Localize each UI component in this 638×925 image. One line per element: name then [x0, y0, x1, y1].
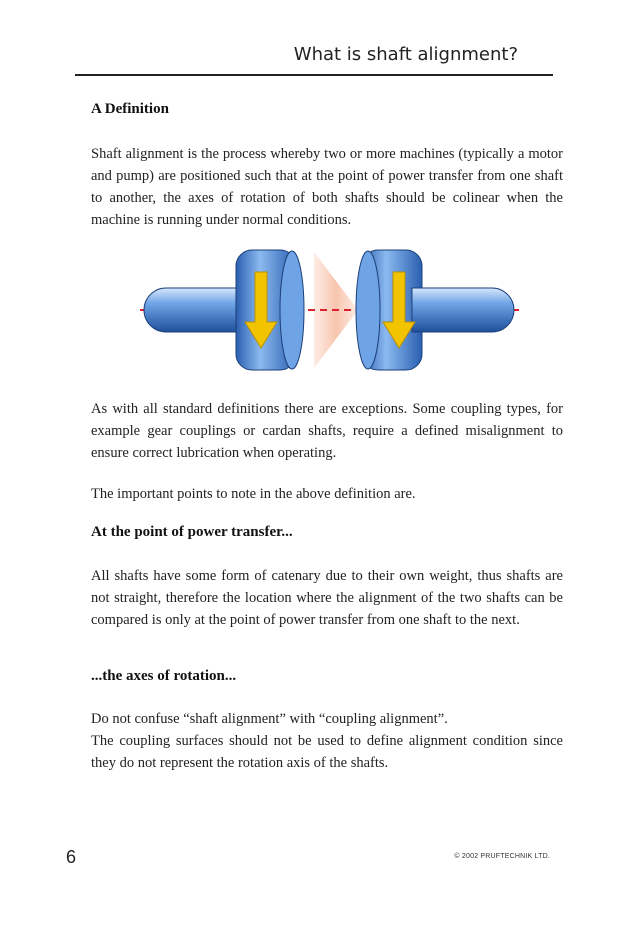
copyright-notice: © 2002 PRUFTECHNIK LTD.	[454, 853, 550, 860]
axes-paragraph-2: The coupling surfaces should not be used to define alignment condition since they do not represent the rotation axis of the shafts.	[91, 733, 563, 771]
exceptions-paragraph: As with all standard definitions there are exceptions. Some coupling types, for example gear couplings or cardan shafts, require a defined misalignment to ensure correct lubrication when operating.	[91, 401, 563, 461]
axes-paragraph-1: Do not confuse “shaft alignment” with “coupling alignment”.	[91, 711, 448, 727]
power-transfer-heading: At the point of power transfer...	[91, 524, 293, 540]
coupled-shafts-illustration	[136, 240, 526, 380]
left-shaft	[144, 288, 246, 332]
page-header-title: What is shaft alignment?	[293, 44, 518, 65]
page-number: 6	[66, 847, 77, 867]
axes-heading: ...the axes of rotation...	[91, 668, 237, 684]
power-transfer-paragraph: All shafts have some form of catenary due to their own weight, thus shafts are not straight, therefore the location where the alignment of the two shafts can be compared is only at the point of power transfer from one shaft to the next.	[91, 568, 563, 628]
definition-paragraph: Shaft alignment is the process whereby two or more machines (typically a motor and pump) are positioned such that at the point of power transfer from one shaft to another, the axes of rotation of both shafts should be colinear when the machine is running under normal conditions.	[91, 146, 563, 228]
right-shaft	[412, 288, 514, 332]
definition-heading: A Definition	[91, 101, 169, 117]
left-coupling-hub	[236, 250, 304, 370]
important-points-paragraph: The important points to note in the above definition are.	[91, 486, 416, 502]
header-rule	[75, 74, 553, 76]
